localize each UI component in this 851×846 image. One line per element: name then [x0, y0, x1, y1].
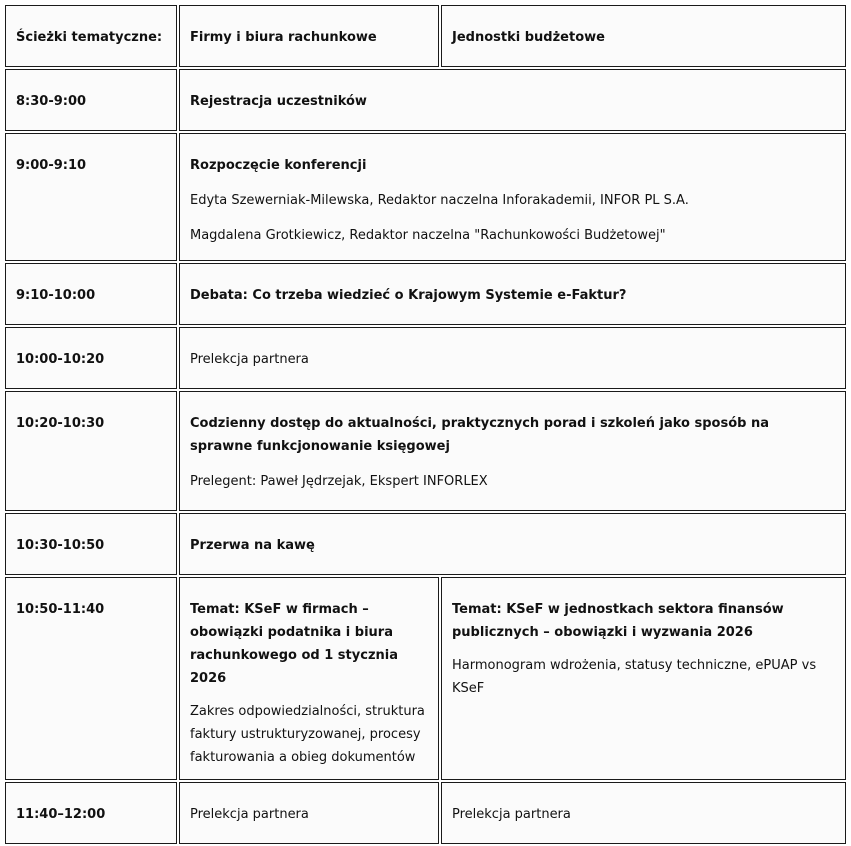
agenda-table	[3, 3, 848, 846]
budget-session-text: Prelekcja partnera	[452, 807, 571, 822]
header-firms: Firmy i biura rachunkowe	[179, 5, 439, 67]
time-cell: 9:00-9:10	[5, 133, 177, 261]
firms-session-title: Temat: KSeF w firmach – obowiązki podatnika i biura rachunkowego od 1 stycznia 2026	[190, 602, 398, 686]
time-cell: 9:10-10:00	[5, 263, 177, 325]
agenda-row	[5, 513, 846, 575]
firms-session-cell	[179, 782, 439, 844]
header-budget: Jednostki budżetowe	[441, 5, 846, 67]
budget-session-cell	[441, 577, 846, 780]
header-paths: Ścieżki tematyczne:	[5, 5, 177, 67]
budget-session-text: Harmonogram wdrożenia, statusy techniczne, ePUAP vs KSeF	[452, 658, 817, 696]
time-cell: 10:30-10:50	[5, 513, 177, 575]
session-text: Prelekcja partnera	[190, 352, 309, 367]
agenda-row	[5, 391, 846, 511]
session-title: Rozpoczęcie konferencji	[190, 158, 367, 173]
session-cell	[179, 327, 846, 389]
time-cell: 11:40–12:00	[5, 782, 177, 844]
session-title: Debata: Co trzeba wiedzieć o Krajowym Systemie e-Faktur?	[190, 288, 627, 303]
header-row	[5, 5, 846, 67]
agenda-row	[5, 133, 846, 261]
session-title: Codzienny dostęp do aktualności, praktycznych porad i szkoleń jako sposób na sprawne funkcjonowanie księgowej	[190, 416, 770, 454]
session-title: Przerwa na kawę	[190, 538, 315, 553]
session-title: Rejestracja uczestników	[190, 94, 367, 109]
session-cell	[179, 513, 846, 575]
budget-session-cell	[441, 782, 846, 844]
agenda-row	[5, 327, 846, 389]
budget-session-title: Temat: KSeF w jednostkach sektora finansów publicznych – obowiązki i wyzwania 2026	[452, 602, 784, 640]
session-cell	[179, 263, 846, 325]
firms-session-text: Zakres odpowiedzialności, struktura faktury ustrukturyzowanej, procesy fakturowania a obieg dokumentów	[190, 704, 425, 765]
speaker-line: Magdalena Grotkiewicz, Redaktor naczelna "Rachunkowości Budżetowej"	[190, 228, 666, 243]
time-cell: 10:00-10:20	[5, 327, 177, 389]
firms-session-text: Prelekcja partnera	[190, 807, 309, 822]
agenda-row	[5, 263, 846, 325]
session-cell	[179, 69, 846, 131]
time-cell: 8:30-9:00	[5, 69, 177, 131]
speaker-line: Edyta Szewerniak-Milewska, Redaktor naczelna Inforakademii, INFOR PL S.A.	[190, 193, 689, 208]
agenda-row	[5, 69, 846, 131]
time-cell: 10:20-10:30	[5, 391, 177, 511]
agenda-row	[5, 577, 846, 780]
agenda-row	[5, 782, 846, 844]
session-cell	[179, 391, 846, 511]
speaker-line: Prelegent: Paweł Jędrzejak, Ekspert INFORLEX	[190, 474, 488, 489]
session-cell	[179, 133, 846, 261]
time-cell: 10:50-11:40	[5, 577, 177, 780]
firms-session-cell	[179, 577, 439, 780]
